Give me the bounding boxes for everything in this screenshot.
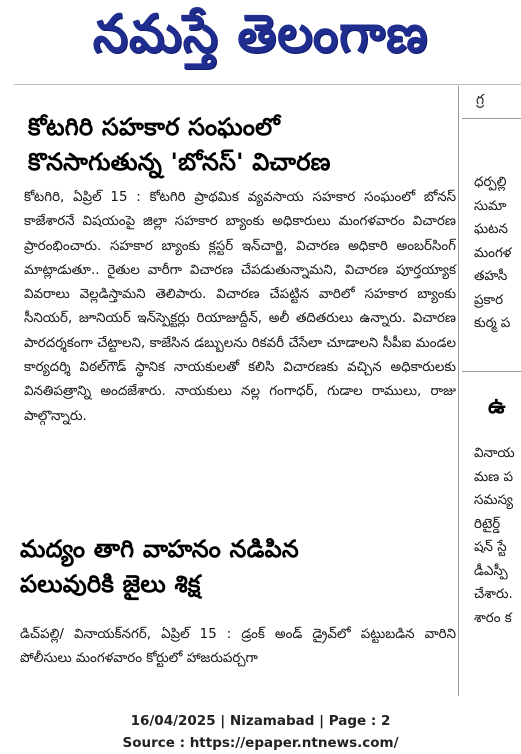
side-line: సమస్య (474, 493, 513, 508)
article2-headline-line2: పలువురికి జైలు శిక్ష (20, 570, 201, 598)
article2-headline-line1: మద్యం తాగి వాహనం నడిపిన (20, 535, 299, 563)
side-line: ప్రకార (474, 292, 504, 308)
column-divider (458, 86, 459, 696)
side-article-lines (474, 171, 521, 336)
side-line: డీఎస్పీ (474, 563, 508, 579)
source-footer (0, 710, 521, 754)
side-rule (462, 118, 521, 119)
side-line: ఘటన (474, 222, 508, 237)
side-line: కుర్మ ప (474, 316, 511, 331)
article2-body: డిచ్‌పల్లి/ వినాయక్‌నగర్, ఏప్రిల్ 15 : డ్రంక్ అండ్ డ్రైవ్‌లో పట్టుబడిన వారిని పోలీసులు మంగళవారం కోర్టులో హాజరుపర్చగా (20, 627, 456, 667)
article1-headline (28, 110, 454, 180)
side-headline: ఉ (488, 394, 506, 419)
article1-headline-line2: కొనసాగుతున్న 'బోనస్' విచారణ (28, 148, 331, 176)
side-line: షన్ స్టే (474, 540, 507, 555)
side-line: తహసీ (474, 269, 508, 284)
side-line: రిటైర్డ్ (474, 516, 501, 532)
side-line: ధర్పల్లి (474, 175, 507, 190)
footer-source-link[interactable]: Source : https://epaper.ntnews.com/ (122, 735, 399, 751)
side-column (462, 86, 521, 696)
side-line: మణ ప (474, 469, 514, 485)
side-line: వినాయ (474, 446, 515, 461)
side-line: చేశారు. (474, 587, 513, 602)
masthead (0, 0, 521, 80)
side-snippet-top: గ్ర (476, 92, 485, 108)
footer-date-edition: 16/04/2025 | Nizamabad | Page : 2 (130, 713, 391, 729)
side-rule (462, 371, 521, 372)
article1-body: కోటగిరి, ఏప్రిల్ 15 : కోటగిరి ప్రాథమిక వ్యవసాయ సహకార సంఘంలో బోనస్ కాజేశారనే విషయంపై జిల్లా సహకార బ్యాంకు అధికారులు మంగళవారం విచారణ ప్రారంభించారు. సహకార బ్యాంకు క్లస్టర్ ఇన్‌చార్జి, విచారణ అధికారి అంబర్‌సింగ్ మాట్లాడుతూ.. రైతుల వారీగా విచారణ చేపడుతున్నామని, విచారణ పూర్తయ్యాక వివరాలు వెల్లడిస్తామని తెలిపారు. విచారణ చేపట్టిన వారిలో సహకార బ్యాంకు సీనియర్, జూనియర్ ఇన్‌స్పెక్టర్లు రియాజుద్దీన్, అలీ తదితరులు ఉన్నారు. విచారణ పారదర్శకంగా చేట్టాలని, కాజేసిన డబ్బులను రికవరీ చేసేలా చూడాలని సీపీఐ మండల కార్యదర్శి విఠల్‌గౌడ్ స్థానిక నాయకులతో కలిసి విచారణకు వచ్చిన అధికారులకు వినతిపత్రాన్ని అందజేశారు. నాయకులు నల్ల గంగాధర్, గుడాల రాములు, రాజు పాల్గొన్నారు. (24, 190, 456, 424)
side-line: మంగళ (474, 245, 512, 261)
side-line: సుమా (474, 198, 507, 214)
side-line: శారం క (474, 610, 512, 626)
masthead-rule (14, 84, 521, 85)
newspaper-logo: నమస్తే తెలంగాణ (92, 2, 429, 64)
article2-headline (20, 532, 452, 602)
article1-headline-line1: కోటగిరి సహకార సంఘంలో (28, 113, 280, 141)
side-article2-lines (474, 442, 521, 630)
